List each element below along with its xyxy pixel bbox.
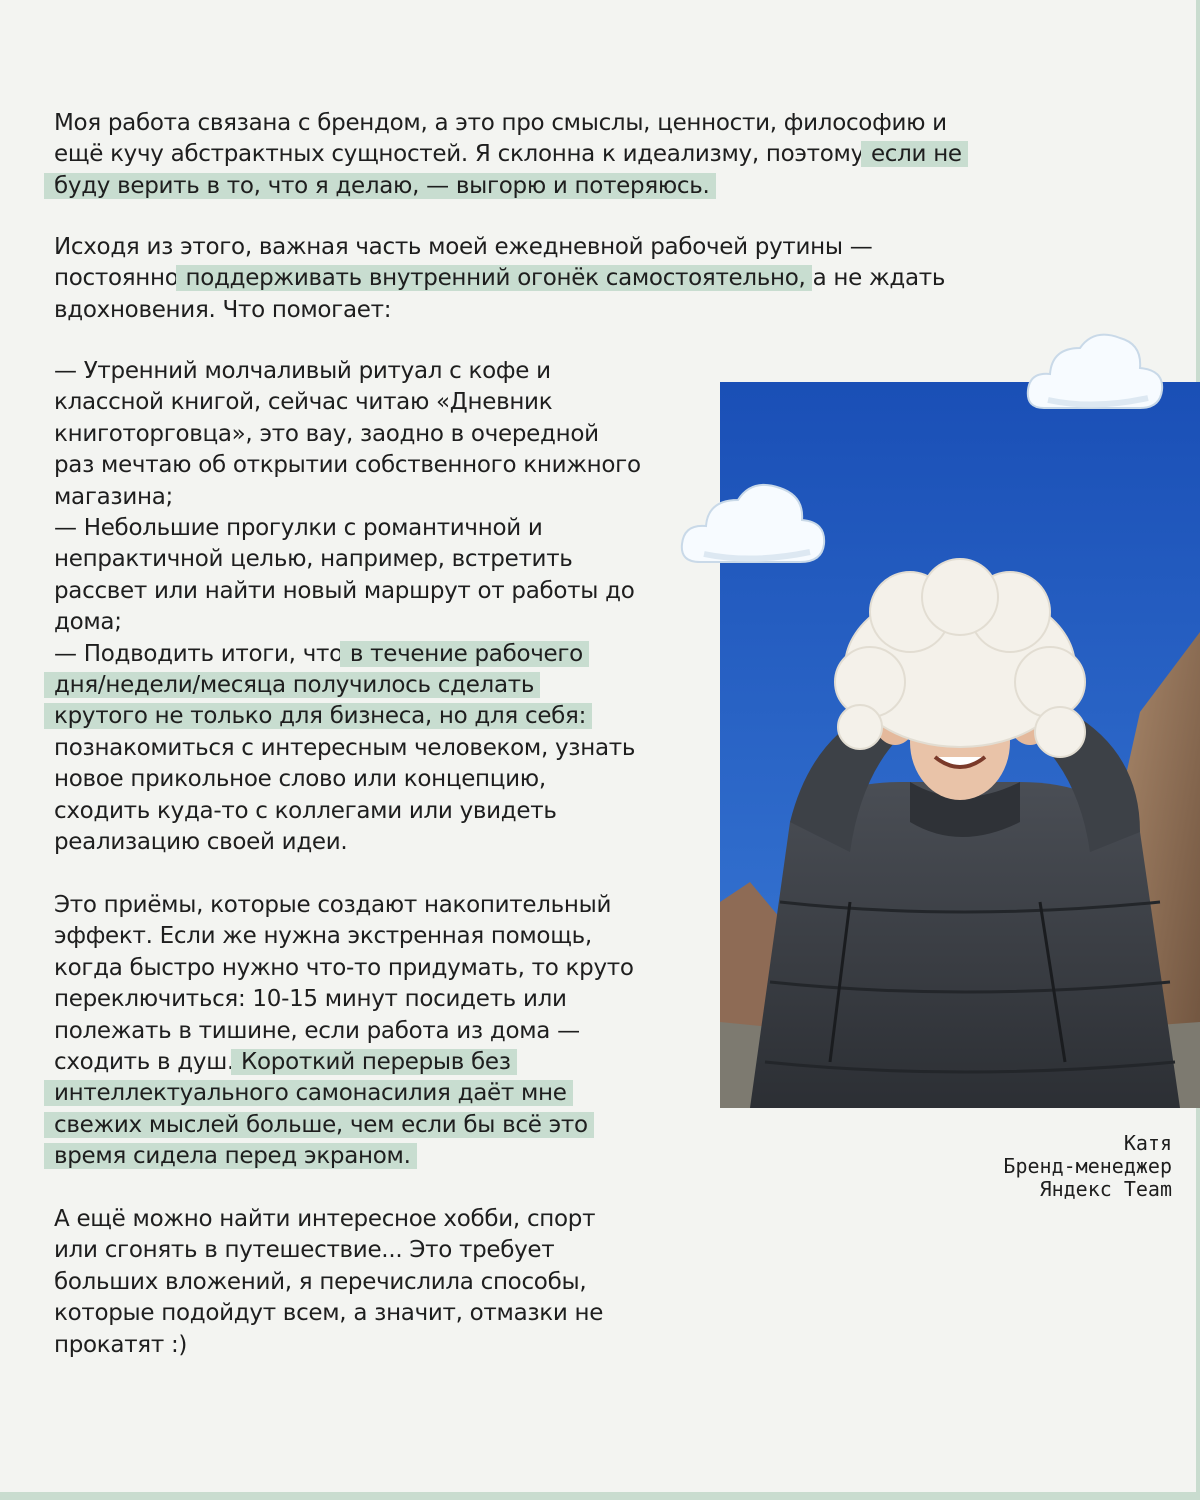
highlighted-text: если не <box>870 141 962 168</box>
text-line: вдохновения. Что помогает: <box>54 296 392 323</box>
text-line: которые подойдут всем, а значит, отмазки не <box>54 1300 604 1327</box>
text-line: А ещё можно найти интересное хобби, спорт <box>54 1206 596 1232</box>
highlighted-text: поддерживать внутренний огонёк самостоятельно, <box>185 265 806 292</box>
text-line: переключиться: 10-15 минут посидеть или <box>54 986 567 1013</box>
text-line: раз мечтаю об открытии собственного книжного <box>54 452 641 479</box>
text-line: Моя работа связана с брендом, а это про смыслы, ценности, философию и <box>54 110 947 136</box>
highlighted-text: буду верить в то, что я делаю, — выгорю и потеряюсь. <box>54 172 710 199</box>
author-name: Катя <box>1123 1131 1172 1155</box>
paragraph-routine <box>54 232 945 326</box>
text-line: сходить в душ. <box>54 1049 241 1076</box>
text-line: Исходя из этого, важная часть моей ежедневной рабочей рутины — <box>54 234 873 260</box>
highlighted-text: Короткий перерыв без <box>241 1049 511 1076</box>
text-line: или сгонять в путешествие... Это требует <box>54 1237 555 1264</box>
paragraph-closing <box>54 1204 603 1361</box>
text-line: классной книгой, сейчас читаю «Дневник <box>54 389 553 416</box>
highlighted-text: время сидела перед экраном. <box>54 1143 411 1170</box>
text-line: новое прикольное слово или концепцию, <box>54 766 546 793</box>
text-line: эффект. Если же нужна экстренная помощь, <box>54 923 592 950</box>
text-line: полежать в тишине, если работа из дома — <box>54 1017 580 1044</box>
highlighted-text: свежих мыслей больше, чем если бы всё это <box>54 1111 588 1138</box>
list-item: — Подводить итоги, что <box>54 640 350 667</box>
text-line: реализацию своей идеи. <box>54 829 348 856</box>
text-line: познакомиться с интересным человеком, узнать <box>54 734 636 761</box>
list-item: — Небольшие прогулки с романтичной и <box>54 515 543 542</box>
highlighted-text: крутого не только для бизнеса, но для себя: <box>54 703 587 730</box>
author-company: Яндекс Team <box>1039 1177 1172 1201</box>
paragraph-intro <box>54 108 962 202</box>
text-line: когда быстро нужно что-то придумать, то круто <box>54 954 634 981</box>
highlighted-text: дня/недели/месяца получилось сделать <box>54 672 535 699</box>
highlighted-text: в течение рабочего <box>349 640 583 667</box>
text-line: больших вложений, я перечислила способы, <box>54 1268 587 1295</box>
author-caption <box>1003 1132 1172 1201</box>
list-item: — Утренний молчаливый ритуал с кофе и <box>54 358 551 384</box>
cloud-icon <box>1024 324 1166 420</box>
text-line: ещё кучу абстрактных сущностей. Я склонна к идеализму, поэтому <box>54 141 871 168</box>
author-role: Бренд-менеджер <box>1003 1154 1172 1178</box>
text-line: книготорговца», это вау, заодно в очередной <box>54 420 599 447</box>
text-line: магазина; <box>54 483 173 510</box>
text-line: сходить куда-то с коллегами или увидеть <box>54 797 557 824</box>
paragraph-techniques <box>54 890 634 1173</box>
highlighted-text: интеллектуального самонасилия даёт мне <box>54 1080 567 1107</box>
text-line: рассвет или найти новый маршрут от работы до <box>54 577 635 604</box>
text-line: а не ждать <box>805 265 946 292</box>
tips-list <box>54 356 641 859</box>
text-line: дома; <box>54 609 122 636</box>
text-line: прокатят :) <box>54 1331 188 1358</box>
text-line: Это приёмы, которые создают накопительный <box>54 892 612 918</box>
cloud-icon <box>678 474 828 574</box>
text-line: непрактичной целью, например, встретить <box>54 546 573 573</box>
text-line: постоянно <box>54 265 186 292</box>
